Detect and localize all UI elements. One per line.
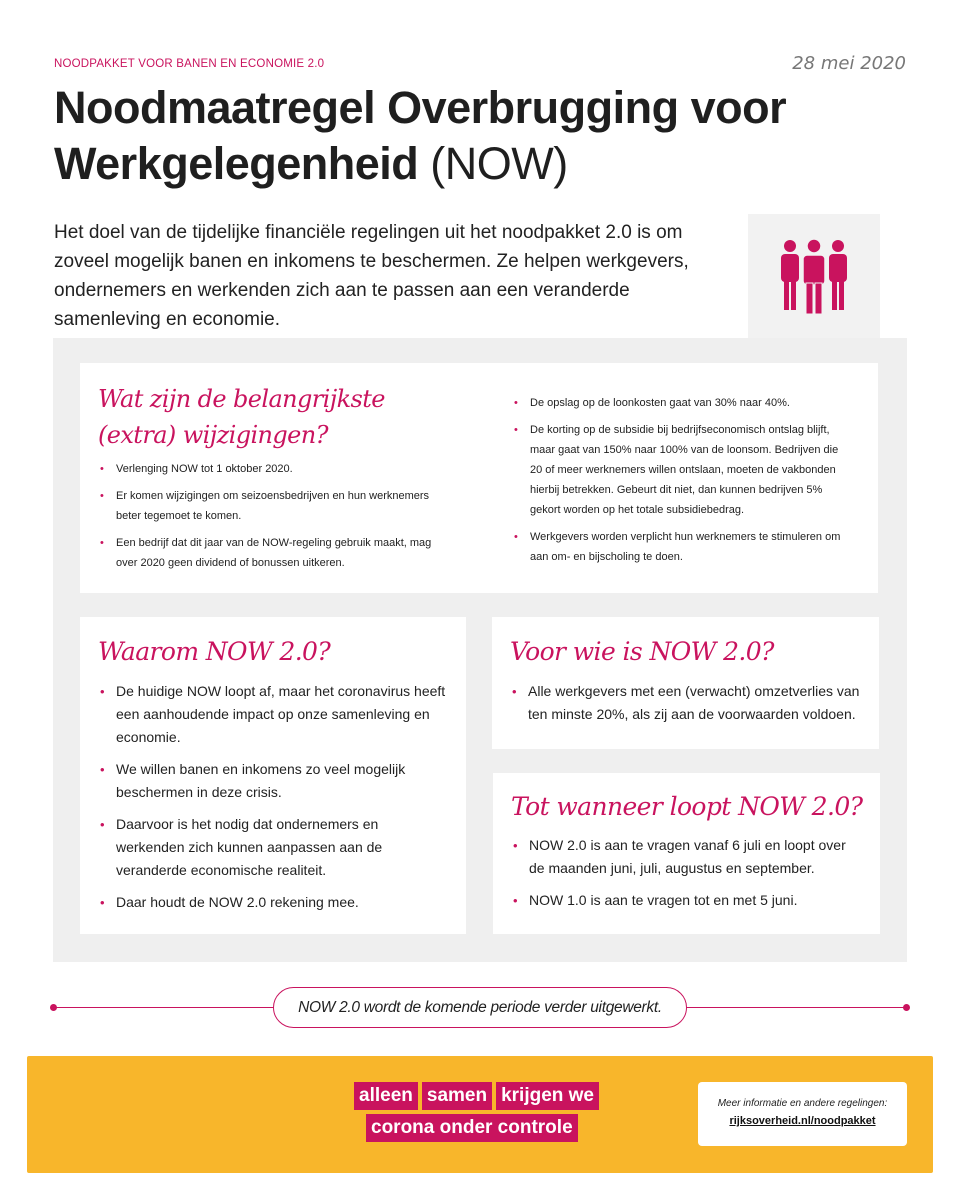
list-item: • Alle werkgevers met een (verwacht) omzetverlies van ten minste 20%, als zij aan de voorwaarden voldoen.	[510, 680, 860, 726]
list-item: • Er komen wijzigingen om seizoensbedrijven en hun werknemers beter tegemoet te komen.	[98, 486, 450, 526]
changes-list-right	[512, 393, 852, 574]
list-item: • NOW 2.0 is aan te vragen vanaf 6 juli en loopt over de maanden juni, juli, augustus en september.	[511, 834, 861, 880]
slogan-row	[354, 1114, 599, 1142]
until-card	[493, 773, 880, 934]
more-info-box	[698, 1082, 907, 1146]
changes-card	[80, 363, 878, 593]
why-card	[80, 617, 466, 934]
page-title	[54, 80, 814, 192]
slogan-word: corona onder controle	[366, 1114, 578, 1142]
more-info-label: Meer informatie en andere regelingen:	[717, 1098, 888, 1109]
note-pill: NOW 2.0 wordt de komende periode verder uitgewerkt.	[273, 987, 687, 1028]
more-info-link[interactable]: rijksoverheid.nl/noodpakket	[729, 1115, 876, 1127]
intro-paragraph: Het doel van de tijdelijke financiële regelingen uit het noodpakket 2.0 is om zoveel mogelijk banen en inkomens te beschermen. Ze helpen werkgevers, ondernemers en werkenden zich aan te passen aan een veranderde samenleving en economie.	[54, 222, 689, 330]
campaign-slogan	[354, 1082, 599, 1146]
people-group-icon	[778, 237, 850, 315]
until-list	[511, 834, 861, 921]
list-item: • Werkgevers worden verplicht hun werknemers te stimuleren om aan om- en bijscholing te doen.	[512, 527, 852, 567]
list-item: • Daar houdt de NOW 2.0 rekening mee.	[98, 891, 450, 914]
who-heading: Voor wie is NOW 2.0?	[510, 637, 774, 666]
publication-date: 28 mei 2020	[792, 53, 906, 74]
who-card	[492, 617, 879, 749]
why-heading: Waarom NOW 2.0?	[98, 637, 331, 666]
until-heading: Tot wanneer loopt NOW 2.0?	[511, 792, 863, 821]
why-list	[98, 680, 450, 923]
who-list	[510, 680, 860, 735]
list-item: • De korting op de subsidie bij bedrijfseconomisch ontslag blijft, maar gaat van 150% naar 100% van de loonsom. Bedrijven die 20 of meer werknemers willen ontslaan, moeten de vakbonden hierbij betrekken. Gebeurt dit niet, dan kunnen bedrijven 5% gekort worden op het totale subsidiebedrag.	[512, 420, 852, 520]
list-item: • Daarvoor is het nodig dat ondernemers en werkenden zich kunnen aanpassen aan de veranderde economische realiteit.	[98, 813, 450, 882]
list-item: • De huidige NOW loopt af, maar het coronavirus heeft een aanhoudende impact op onze samenleving en economie.	[98, 680, 450, 749]
changes-heading: Wat zijn de belangrijkste (extra) wijzigingen?	[98, 385, 385, 449]
icon-box	[748, 214, 880, 338]
divider-dot-left	[50, 1004, 57, 1011]
title-main: Noodmaatregel Overbrugging voor Werkgelegenheid	[54, 82, 787, 189]
list-item: • NOW 1.0 is aan te vragen tot en met 5 juni.	[511, 889, 861, 912]
slogan-word: krijgen we	[496, 1082, 599, 1110]
slogan-word: samen	[422, 1082, 492, 1110]
list-item: • De opslag op de loonkosten gaat van 30% naar 40%.	[512, 393, 852, 413]
list-item: • Een bedrijf dat dit jaar van de NOW-regeling gebruik maakt, mag over 2020 geen dividend of bonussen uitkeren.	[98, 533, 450, 573]
list-item: • We willen banen en inkomens zo veel mogelijk beschermen in deze crisis.	[98, 758, 450, 804]
slogan-row	[354, 1082, 599, 1110]
kicker-label: NOODPAKKET VOOR BANEN EN ECONOMIE 2.0	[54, 58, 325, 70]
title-abbreviation: (NOW)	[418, 138, 568, 189]
slogan-word: alleen	[354, 1082, 418, 1110]
divider-dot-right	[903, 1004, 910, 1011]
changes-list-left	[98, 459, 450, 580]
list-item: • Verlenging NOW tot 1 oktober 2020.	[98, 459, 450, 479]
